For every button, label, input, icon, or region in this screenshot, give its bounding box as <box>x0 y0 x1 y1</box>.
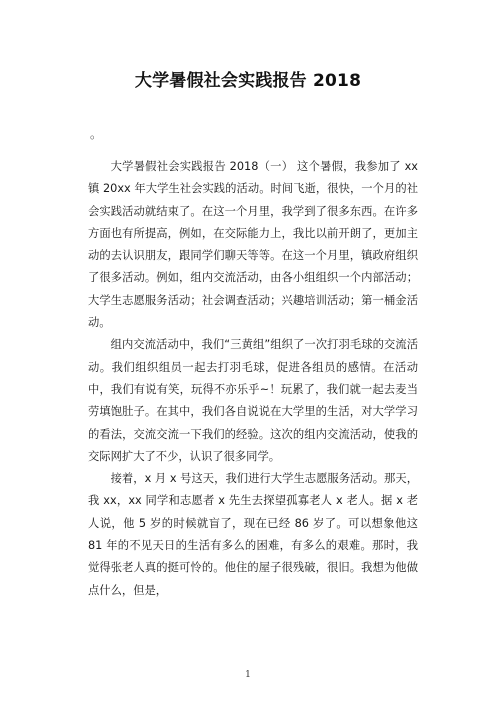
paragraph-3: 接着，x 月 x 号这天，我们进行大学生志愿服务活动。那天，我 xx，xx 同学和志愿者 x 先生去探望孤寡老人 x 老人。据 x 老人说，他 5 岁的时候就盲了，现在已经 86 岁了。可以想象他这 81 年的不见天日的生活有多么的困难，有多么的艰难。那时，我觉得张老人真的挺可怜的。他住的屋子很残破，很旧。我想为他做点什么，但是， <box>88 472 418 597</box>
bullet-mark: 。 <box>90 127 103 141</box>
document-title: 大学暑假社会实践报告 2018 <box>134 71 362 91</box>
paragraph-1: 大学暑假社会实践报告 2018（一） 这个暑假，我参加了 xx 镇 20xx 年大学生社会实践的活动。时间飞逝，很快，一个月的社会实践活动就结束了。在这一个月里，我学到了很多东西。在许多方面也有所提高，例如，在交际能力上，我比以前开朗了，更加主动的去认识朋友，跟同学们聊天等等。在这一个月里，镇政府组织了很多活动。例如，组内交流活动，由各小组组织一个内部活动；大学生志愿服务活动；社会调查活动；兴趣培训活动；第一桶金活动。 <box>88 160 418 330</box>
page-number: 1 <box>245 670 251 680</box>
document-body <box>88 156 418 602</box>
paragraph-2: 组内交流活动中，我们“三黄组”组织了一次打羽毛球的交流活动。我们组织组员一起去打羽毛球，促进各组员的感情。在活动中，我们有说有笑，玩得不亦乐乎~！玩累了，我们就一起去麦当劳填饱肚子。在其中，我们各自说说在大学里的生活，对大学学习的看法，交流交流一下我们的经验。这次的组内交流活动，使我的交际网扩大了不少，认识了很多同学。 <box>88 338 418 463</box>
